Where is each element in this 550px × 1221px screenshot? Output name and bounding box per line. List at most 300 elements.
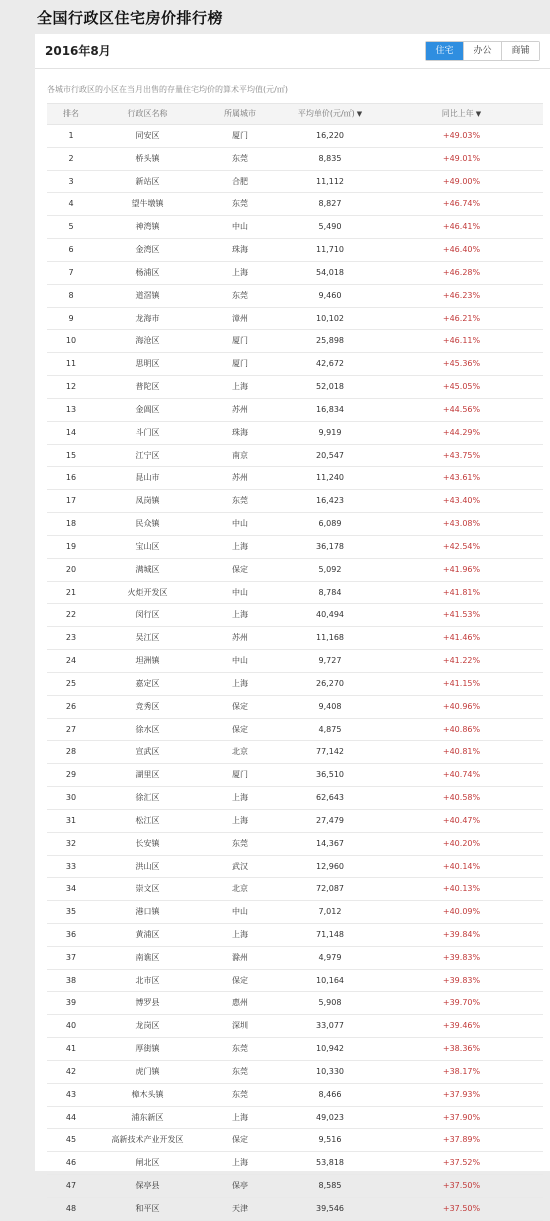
district-cell: 望牛墩镇 xyxy=(131,199,164,209)
yoy-cell: +38.17% xyxy=(442,1066,481,1076)
table-row xyxy=(47,924,543,947)
district-cell: 江宁区 xyxy=(135,450,160,460)
tab-residential[interactable]: 住宅 xyxy=(426,42,463,60)
rank-cell: 25 xyxy=(65,678,77,688)
table-row xyxy=(47,856,543,879)
table-row xyxy=(47,125,543,148)
rank-cell: 29 xyxy=(65,770,77,780)
city-cell: 厦门 xyxy=(232,131,248,140)
price-cell: 9,408 xyxy=(318,701,342,711)
ranking-table xyxy=(47,103,543,1221)
city-cell: 苏州 xyxy=(232,404,248,414)
price-cell: 52,018 xyxy=(316,382,344,392)
rank-cell: 45 xyxy=(65,1135,77,1145)
rank-cell: 48 xyxy=(65,1203,77,1213)
district-cell: 金湾区 xyxy=(135,245,160,255)
yoy-cell: +37.93% xyxy=(442,1089,481,1099)
table-row xyxy=(47,445,543,468)
city-cell: 东莞 xyxy=(232,153,248,163)
city-cell: 珠海 xyxy=(232,427,248,437)
table-row xyxy=(47,1129,543,1152)
rank-cell: 35 xyxy=(65,907,77,917)
rank-cell: 18 xyxy=(65,519,77,529)
city-cell: 武汉 xyxy=(232,861,248,871)
price-cell: 16,423 xyxy=(316,496,344,506)
price-cell: 72,087 xyxy=(316,884,344,894)
header-rank: 排名 xyxy=(63,109,79,118)
district-cell: 坦洲镇 xyxy=(135,656,160,666)
price-cell: 6,089 xyxy=(318,519,342,529)
district-cell: 南谯区 xyxy=(135,952,160,962)
yoy-cell: +41.53% xyxy=(442,610,481,620)
yoy-cell: +39.46% xyxy=(442,1021,481,1031)
yoy-cell: +46.23% xyxy=(442,290,481,300)
rank-cell: 28 xyxy=(65,747,77,757)
district-cell: 保亭县 xyxy=(135,1181,160,1191)
district-cell: 杨浦区 xyxy=(135,267,160,277)
price-cell: 4,875 xyxy=(318,724,342,734)
yoy-cell: +40.96% xyxy=(442,701,481,711)
table-row xyxy=(47,787,543,810)
header-price-label: 平均单价(元/㎡) xyxy=(297,109,355,118)
property-type-tabs xyxy=(425,41,540,61)
price-cell: 27,479 xyxy=(316,815,344,825)
city-cell: 上海 xyxy=(232,1112,248,1122)
table-row xyxy=(47,399,543,422)
district-cell: 神湾镇 xyxy=(135,222,160,232)
city-cell: 上海 xyxy=(232,929,248,939)
price-cell: 36,178 xyxy=(316,541,344,551)
table-row xyxy=(47,536,543,559)
price-cell: 39,546 xyxy=(316,1203,344,1213)
header-yoy-sort[interactable] xyxy=(380,104,543,124)
rank-cell: 41 xyxy=(65,1044,77,1054)
rank-cell: 3 xyxy=(68,176,74,186)
price-cell: 25,898 xyxy=(316,336,344,346)
rank-cell: 26 xyxy=(65,701,77,711)
district-cell: 桥头镇 xyxy=(135,153,160,163)
district-cell: 龙海市 xyxy=(135,313,160,323)
yoy-cell: +40.20% xyxy=(442,838,481,848)
rank-cell: 23 xyxy=(65,633,77,643)
rank-cell: 39 xyxy=(65,998,77,1008)
price-cell: 8,466 xyxy=(318,1089,342,1099)
table-note: 各城市行政区的小区在当月出售的存量住宅均价的算术平均值(元/㎡) xyxy=(47,85,288,94)
price-cell: 11,168 xyxy=(316,633,344,643)
district-cell: 竞秀区 xyxy=(135,701,160,711)
district-cell: 洪山区 xyxy=(135,861,160,871)
district-cell: 金阊区 xyxy=(135,404,160,414)
price-cell: 26,270 xyxy=(316,678,344,688)
district-cell: 崇文区 xyxy=(135,884,160,894)
tab-office[interactable]: 办公 xyxy=(463,42,501,60)
district-cell: 吴江区 xyxy=(135,633,160,643)
table-row xyxy=(47,308,543,331)
district-cell: 凤岗镇 xyxy=(135,496,160,506)
price-cell: 53,818 xyxy=(316,1158,344,1168)
table-row xyxy=(47,604,543,627)
table-row xyxy=(47,1198,543,1221)
district-cell: 火炬开发区 xyxy=(127,587,168,597)
district-cell: 龙岗区 xyxy=(135,1021,160,1031)
city-cell: 天津 xyxy=(232,1203,248,1213)
city-cell: 惠州 xyxy=(232,998,248,1008)
table-row xyxy=(47,1061,543,1084)
rank-cell: 1 xyxy=(68,131,74,140)
district-cell: 民众镇 xyxy=(135,519,160,529)
page-title: 全国行政区住宅房价排行榜 xyxy=(37,9,224,27)
yoy-cell: +39.70% xyxy=(442,998,481,1008)
city-cell: 南京 xyxy=(232,450,248,460)
price-cell: 7,012 xyxy=(318,907,342,917)
yoy-cell: +41.46% xyxy=(442,633,481,643)
city-cell: 珠海 xyxy=(232,245,248,255)
table-row xyxy=(47,719,543,742)
rank-cell: 44 xyxy=(65,1112,77,1122)
district-cell: 松江区 xyxy=(135,815,160,825)
price-cell: 33,077 xyxy=(316,1021,344,1031)
price-cell: 5,490 xyxy=(318,222,342,232)
yoy-cell: +40.09% xyxy=(442,907,481,917)
price-cell: 16,834 xyxy=(316,404,344,414)
yoy-cell: +37.52% xyxy=(442,1158,481,1168)
header-yoy-label: 同比上年 xyxy=(441,109,474,118)
city-cell: 东莞 xyxy=(232,838,248,848)
price-cell: 8,835 xyxy=(318,153,342,163)
rank-cell: 31 xyxy=(65,815,77,825)
city-cell: 中山 xyxy=(232,222,248,232)
city-cell: 上海 xyxy=(232,541,248,551)
yoy-cell: +42.54% xyxy=(442,541,481,551)
yoy-cell: +49.03% xyxy=(442,131,481,140)
rank-cell: 17 xyxy=(65,496,77,506)
city-cell: 中山 xyxy=(232,907,248,917)
table-row xyxy=(47,1107,543,1130)
price-cell: 9,727 xyxy=(318,656,342,666)
city-cell: 上海 xyxy=(232,815,248,825)
city-cell: 东莞 xyxy=(232,1044,248,1054)
price-cell: 10,330 xyxy=(316,1066,344,1076)
district-cell: 同安区 xyxy=(135,131,160,140)
price-cell: 77,142 xyxy=(316,747,344,757)
rank-cell: 38 xyxy=(65,975,77,985)
price-cell: 9,516 xyxy=(318,1135,342,1145)
ranking-panel xyxy=(35,34,550,1213)
table-row xyxy=(47,1084,543,1107)
table-row xyxy=(47,148,543,171)
yoy-cell: +41.96% xyxy=(442,564,481,574)
table-row xyxy=(47,239,543,262)
district-cell: 道滘镇 xyxy=(135,290,160,300)
header-city: 所属城市 xyxy=(224,109,256,118)
city-cell: 保定 xyxy=(232,1135,248,1145)
city-cell: 北京 xyxy=(232,747,248,757)
yoy-cell: +43.08% xyxy=(442,519,481,529)
district-cell: 湖里区 xyxy=(135,770,160,780)
table-row xyxy=(47,353,543,376)
district-cell: 北市区 xyxy=(135,975,160,985)
city-cell: 保定 xyxy=(232,975,248,985)
rank-cell: 22 xyxy=(65,610,77,620)
city-cell: 上海 xyxy=(232,1158,248,1168)
district-cell: 昆山市 xyxy=(135,473,160,483)
yoy-cell: +41.15% xyxy=(442,678,481,688)
price-cell: 54,018 xyxy=(316,267,344,277)
header-price-sort[interactable] xyxy=(280,104,380,124)
yoy-cell: +45.05% xyxy=(442,382,481,392)
rank-cell: 20 xyxy=(65,564,77,574)
table-row xyxy=(47,467,543,490)
table-row xyxy=(47,764,543,787)
city-cell: 苏州 xyxy=(232,633,248,643)
city-cell: 保定 xyxy=(232,724,248,734)
rank-cell: 27 xyxy=(65,724,77,734)
city-cell: 上海 xyxy=(232,382,248,392)
district-cell: 宝山区 xyxy=(135,541,160,551)
table-row xyxy=(47,878,543,901)
rank-cell: 30 xyxy=(65,793,77,803)
city-cell: 保定 xyxy=(232,564,248,574)
header-district: 行政区名称 xyxy=(127,109,168,118)
yoy-cell: +37.90% xyxy=(442,1112,481,1122)
district-cell: 港口镇 xyxy=(135,907,160,917)
city-cell: 东莞 xyxy=(232,199,248,209)
yoy-cell: +41.22% xyxy=(442,656,481,666)
table-row xyxy=(47,262,543,285)
city-cell: 厦门 xyxy=(232,336,248,346)
city-cell: 中山 xyxy=(232,519,248,529)
price-cell: 4,979 xyxy=(318,952,342,962)
rank-cell: 21 xyxy=(65,587,77,597)
table-row xyxy=(47,992,543,1015)
table-row xyxy=(47,330,543,353)
district-cell: 普陀区 xyxy=(135,382,160,392)
city-cell: 东莞 xyxy=(232,496,248,506)
city-cell: 厦门 xyxy=(232,770,248,780)
rank-cell: 40 xyxy=(65,1021,77,1031)
district-cell: 海沧区 xyxy=(135,336,160,346)
yoy-cell: +40.74% xyxy=(442,770,481,780)
city-cell: 东莞 xyxy=(232,290,248,300)
table-row xyxy=(47,970,543,993)
rank-cell: 36 xyxy=(65,929,77,939)
district-cell: 浦东新区 xyxy=(131,1112,164,1122)
yoy-cell: +40.47% xyxy=(442,815,481,825)
district-cell: 满城区 xyxy=(135,564,160,574)
rank-cell: 11 xyxy=(65,359,77,369)
table-row xyxy=(47,193,543,216)
rank-cell: 15 xyxy=(65,450,77,460)
district-cell: 和平区 xyxy=(135,1203,160,1213)
yoy-cell: +46.41% xyxy=(442,222,481,232)
yoy-cell: +43.75% xyxy=(442,450,481,460)
price-cell: 8,827 xyxy=(318,199,342,209)
table-row xyxy=(47,582,543,605)
rank-cell: 5 xyxy=(68,222,74,232)
rank-cell: 4 xyxy=(68,199,74,209)
price-cell: 71,148 xyxy=(316,929,344,939)
yoy-cell: +39.84% xyxy=(442,929,481,939)
caret-down-icon[interactable]: ▼ xyxy=(475,110,482,118)
table-row xyxy=(47,673,543,696)
table-header xyxy=(47,103,543,125)
yoy-cell: +43.40% xyxy=(442,496,481,506)
panel-header xyxy=(35,34,550,69)
yoy-cell: +46.74% xyxy=(442,199,481,209)
table-row xyxy=(47,627,543,650)
yoy-cell: +43.61% xyxy=(442,473,481,483)
rank-cell: 43 xyxy=(65,1089,77,1099)
price-cell: 11,710 xyxy=(316,245,344,255)
price-cell: 10,942 xyxy=(316,1044,344,1054)
table-row xyxy=(47,490,543,513)
caret-down-icon[interactable]: ▼ xyxy=(356,110,363,118)
yoy-cell: +39.83% xyxy=(442,975,481,985)
table-row xyxy=(47,741,543,764)
rank-cell: 13 xyxy=(65,404,77,414)
rank-cell: 19 xyxy=(65,541,77,551)
yoy-cell: +44.29% xyxy=(442,427,481,437)
price-cell: 10,164 xyxy=(316,975,344,985)
price-cell: 5,908 xyxy=(318,998,342,1008)
date-label: 2016年8月 xyxy=(45,44,111,58)
district-cell: 嘉定区 xyxy=(135,678,160,688)
table-row xyxy=(47,1152,543,1175)
rank-cell: 10 xyxy=(65,336,77,346)
yoy-cell: +46.28% xyxy=(442,267,481,277)
rank-cell: 16 xyxy=(65,473,77,483)
district-cell: 徐水区 xyxy=(135,724,160,734)
district-cell: 黄浦区 xyxy=(135,929,160,939)
yoy-cell: +49.00% xyxy=(442,176,481,186)
yoy-cell: +41.81% xyxy=(442,587,481,597)
district-cell: 博罗县 xyxy=(135,998,160,1008)
price-cell: 11,240 xyxy=(316,473,344,483)
yoy-cell: +37.50% xyxy=(442,1203,481,1213)
yoy-cell: +46.11% xyxy=(442,336,481,346)
yoy-cell: +46.21% xyxy=(442,313,481,323)
price-cell: 12,960 xyxy=(316,861,344,871)
city-cell: 滁州 xyxy=(232,952,248,962)
rank-cell: 34 xyxy=(65,884,77,894)
table-row xyxy=(47,559,543,582)
yoy-cell: +45.36% xyxy=(442,359,481,369)
rank-cell: 46 xyxy=(65,1158,77,1168)
district-cell: 闵行区 xyxy=(135,610,160,620)
yoy-cell: +39.83% xyxy=(442,952,481,962)
price-cell: 62,643 xyxy=(316,793,344,803)
city-cell: 合肥 xyxy=(232,176,248,186)
rank-cell: 14 xyxy=(65,427,77,437)
table-row xyxy=(47,947,543,970)
district-cell: 闸北区 xyxy=(135,1158,160,1168)
yoy-cell: +40.13% xyxy=(442,884,481,894)
city-cell: 保定 xyxy=(232,701,248,711)
district-cell: 斗门区 xyxy=(135,427,160,437)
price-cell: 40,494 xyxy=(316,610,344,620)
city-cell: 上海 xyxy=(232,610,248,620)
price-cell: 16,220 xyxy=(316,131,344,140)
price-cell: 20,547 xyxy=(316,450,344,460)
city-cell: 中山 xyxy=(232,656,248,666)
rank-cell: 47 xyxy=(65,1181,77,1191)
city-cell: 苏州 xyxy=(232,473,248,483)
yoy-cell: +44.56% xyxy=(442,404,481,414)
rank-cell: 37 xyxy=(65,952,77,962)
price-cell: 9,919 xyxy=(318,427,342,437)
yoy-cell: +40.81% xyxy=(442,747,481,757)
table-row xyxy=(47,216,543,239)
district-cell: 厚街镇 xyxy=(135,1044,160,1054)
yoy-cell: +40.86% xyxy=(442,724,481,734)
city-cell: 东莞 xyxy=(232,1089,248,1099)
price-cell: 10,102 xyxy=(316,313,344,323)
yoy-cell: +49.01% xyxy=(442,153,481,163)
rank-cell: 6 xyxy=(68,245,74,255)
rank-cell: 42 xyxy=(65,1066,77,1076)
district-cell: 长安镇 xyxy=(135,838,160,848)
table-row xyxy=(47,1038,543,1061)
price-cell: 14,367 xyxy=(316,838,344,848)
rank-cell: 24 xyxy=(65,656,77,666)
district-cell: 樟木头镇 xyxy=(131,1089,164,1099)
tab-shop[interactable]: 商铺 xyxy=(501,42,539,60)
city-cell: 厦门 xyxy=(232,359,248,369)
table-row xyxy=(47,1015,543,1038)
yoy-cell: +40.58% xyxy=(442,793,481,803)
rank-cell: 33 xyxy=(65,861,77,871)
table-row xyxy=(47,422,543,445)
table-body xyxy=(47,125,543,1221)
table-row xyxy=(47,171,543,194)
yoy-cell: +37.89% xyxy=(442,1135,481,1145)
rank-cell: 12 xyxy=(65,382,77,392)
city-cell: 深圳 xyxy=(232,1021,248,1031)
district-cell: 虎门镇 xyxy=(135,1066,160,1076)
table-row xyxy=(47,696,543,719)
city-cell: 漳州 xyxy=(232,313,248,323)
district-cell: 宣武区 xyxy=(135,747,160,757)
price-cell: 8,585 xyxy=(318,1181,342,1191)
city-cell: 中山 xyxy=(232,587,248,597)
table-row xyxy=(47,513,543,536)
rank-cell: 8 xyxy=(68,290,74,300)
rank-cell: 2 xyxy=(68,153,74,163)
city-cell: 上海 xyxy=(232,267,248,277)
district-cell: 徐汇区 xyxy=(135,793,160,803)
price-cell: 36,510 xyxy=(316,770,344,780)
rank-cell: 32 xyxy=(65,838,77,848)
city-cell: 北京 xyxy=(232,884,248,894)
table-row xyxy=(47,1175,543,1198)
table-row xyxy=(47,376,543,399)
district-cell: 思明区 xyxy=(135,359,160,369)
city-cell: 保亭 xyxy=(232,1181,248,1191)
rank-cell: 7 xyxy=(68,267,74,277)
price-cell: 11,112 xyxy=(316,176,344,186)
yoy-cell: +46.40% xyxy=(442,245,481,255)
price-cell: 8,784 xyxy=(318,587,342,597)
price-cell: 9,460 xyxy=(318,290,342,300)
table-row xyxy=(47,810,543,833)
city-cell: 东莞 xyxy=(232,1066,248,1076)
yoy-cell: +40.14% xyxy=(442,861,481,871)
price-cell: 42,672 xyxy=(316,359,344,369)
price-cell: 49,023 xyxy=(316,1112,344,1122)
city-cell: 上海 xyxy=(232,793,248,803)
yoy-cell: +37.50% xyxy=(442,1181,481,1191)
district-cell: 新站区 xyxy=(135,176,160,186)
